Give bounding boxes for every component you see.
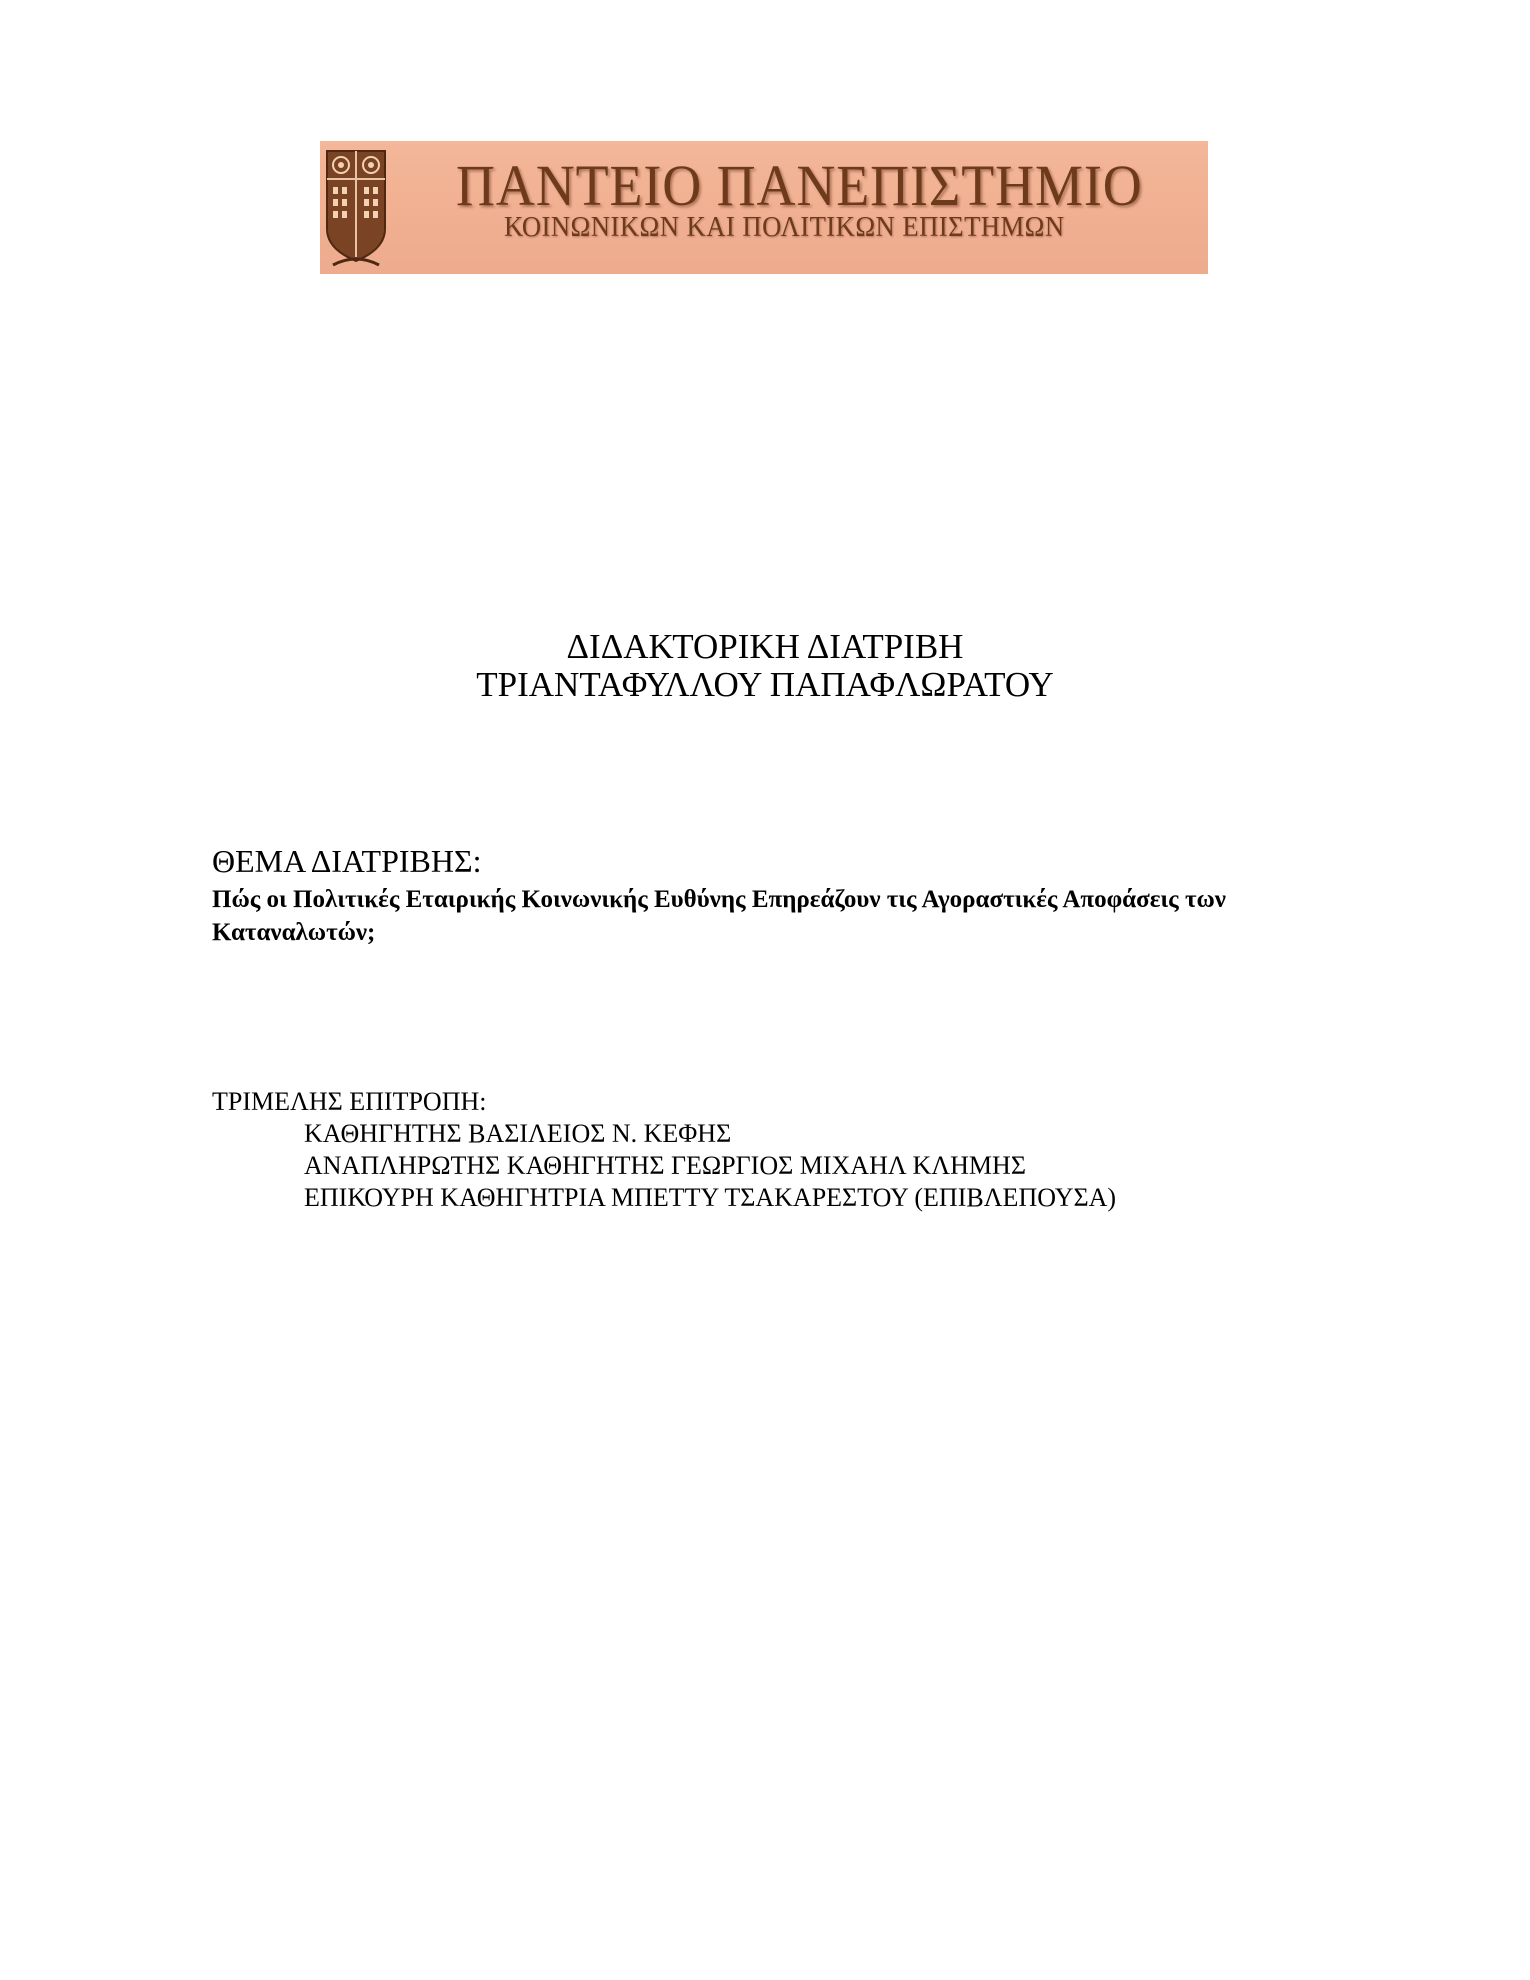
topic-label: ΘΕΜΑ ΔΙΑΤΡΙΒΗΣ:	[212, 843, 482, 879]
topic-title: Πώς οι Πολιτικές Εταιρικής Κοινωνικής Ευθύνης Επηρεάζουν τις Αγοραστικές Αποφάσεις των Καταναλωτών;	[212, 886, 1226, 946]
university-subtitle: ΚΟΙΝΩΝΙΚΩΝ ΚΑΙ ΠΟΛΙΤΙΚΩΝ ΕΠΙΣΤΗΜΩΝ	[504, 212, 1065, 243]
university-crest-icon	[323, 143, 389, 271]
document-type: ΔΙΔΑΚΤΟΡΙΚΗ ΔΙΑΤΡΙΒΗ	[566, 627, 964, 666]
committee-member: ΑΝΑΠΛΗΡΩΤΗΣ ΚΑΘΗΓΗΤΗΣ ΓΕΩΡΓΙΟΣ ΜΙΧΑΗΛ ΚΛΗΜΗΣ	[304, 1151, 1026, 1180]
thesis-topic-section	[212, 843, 1292, 949]
committee-member: ΚΑΘΗΓΗΤΗΣ ΒΑΣΙΛΕΙΟΣ Ν. ΚΕΦΗΣ	[304, 1119, 732, 1148]
committee-section	[212, 1086, 1312, 1214]
document-heading	[0, 628, 1530, 704]
university-name: ΠΑΝΤΕΙΟ ΠΑΝΕΠΙΣΤΗΜΙΟ	[456, 153, 1143, 218]
author-name: ΤΡΙΑΝΤΑΦΥΛΛΟΥ ΠΑΠΑΦΛΩΡΑΤΟΥ	[476, 665, 1054, 704]
committee-member: ΕΠΙΚΟΥΡΗ ΚΑΘΗΓΗΤΡΙΑ ΜΠΕΤΤΥ ΤΣΑΚΑΡΕΣΤΟΥ (ΕΠΙΒΛΕΠΟΥΣΑ)	[304, 1183, 1117, 1212]
committee-members-list	[212, 1118, 1312, 1214]
university-logo-banner	[320, 141, 1208, 274]
committee-label: ΤΡΙΜΕΛΗΣ ΕΠΙΤΡΟΠΗ:	[212, 1087, 487, 1116]
